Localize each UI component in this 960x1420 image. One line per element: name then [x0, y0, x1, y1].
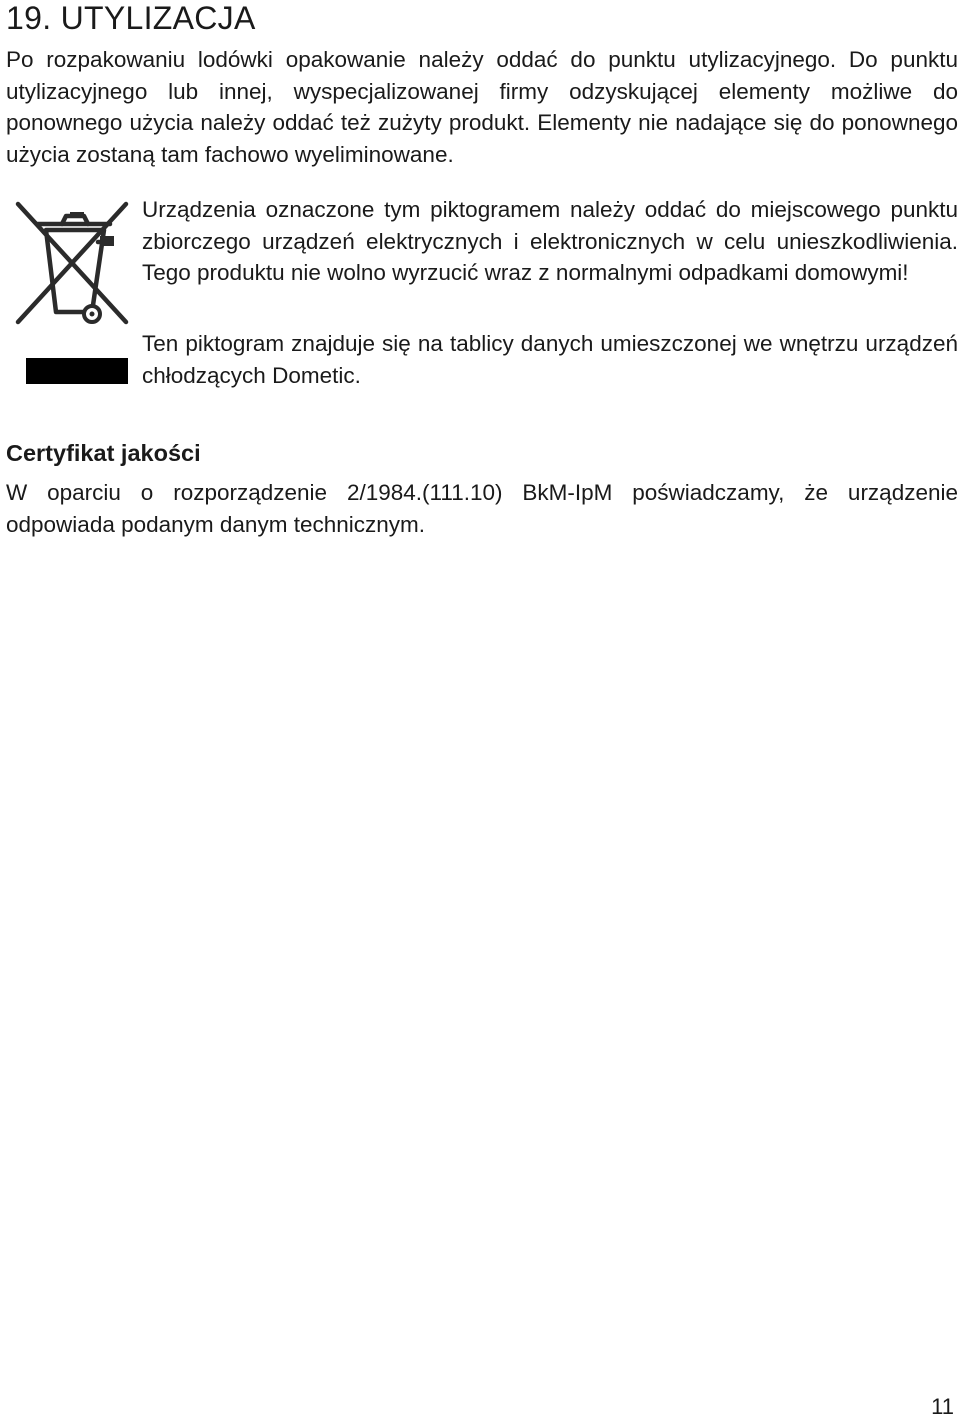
section-title: 19. UTYLIZACJA: [6, 0, 256, 36]
page-number: 11: [931, 1394, 954, 1419]
rating-plate-paragraph: Ten piktogram znajduje się na tablicy danych umieszczonej we wnętrzu urządzeń chłodzących Dometic.: [142, 331, 958, 388]
crossed-out-wheelie-bin-icon: [12, 194, 134, 386]
certificate-heading: Certyfikat jakości: [6, 440, 201, 466]
intro-paragraph: Po rozpakowaniu lodówki opakowanie należy oddać do punktu utylizacyjnego. Do punktu utylizacyjnego lub innej, wyspecjalizowanej firmy odzyskującej elementy możliwe do ponownego użycia należy oddać też zużyty produkt. Elementy nie nadające się do ponownego użycia zostaną tam fachowo wyeliminowane.: [6, 47, 958, 167]
weee-paragraph: Urządzenia oznaczone tym piktogramem należy oddać do miejscowego punktu zbiorczego urządzeń elektrycznych i elektronicznych w celu unieszkodliwienia. Tego produktu nie wolno wyrzucić wraz z normalnymi odpadkami domowymi!: [142, 197, 958, 285]
certificate-text: W oparciu o rozporządzenie 2/1984.(111.10) BkM-IpM poświadczamy, że urządzenie odpowiada podanym danym technicznym.: [6, 480, 958, 537]
